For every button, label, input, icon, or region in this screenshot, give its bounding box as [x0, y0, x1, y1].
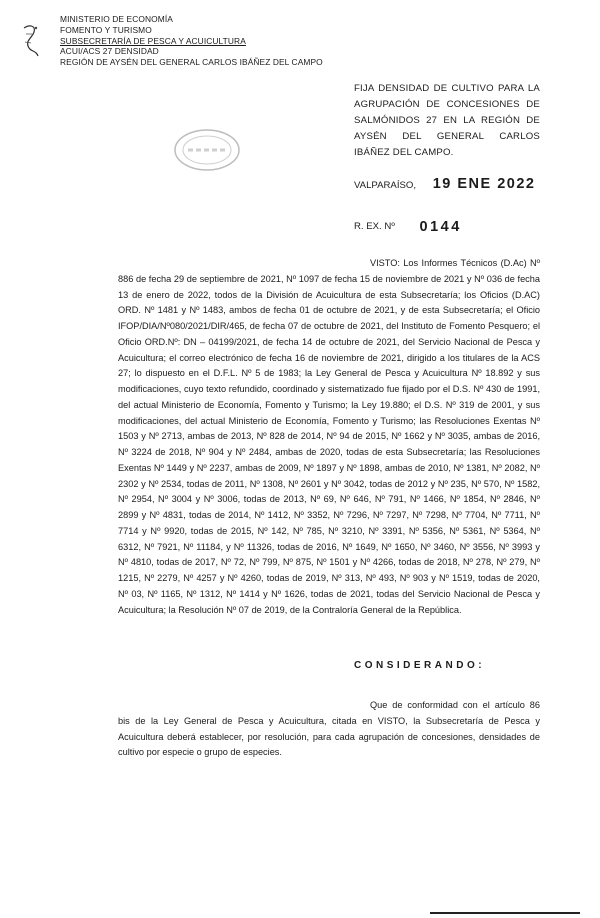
ministry-logo-icon	[20, 22, 46, 62]
resolution-number-line	[354, 219, 462, 235]
header-reference: ACUI/ACS 27 DENSIDAD	[60, 46, 159, 57]
header-subsecretaria: SUBSECRETARÍA DE PESCA Y ACUICULTURA	[60, 35, 246, 46]
rex-number: 0144	[419, 219, 462, 235]
rex-label: R. EX. Nº	[354, 221, 395, 232]
letterhead	[60, 14, 323, 68]
date-line	[354, 176, 535, 192]
visto-paragraph: VISTO: Los Informes Técnicos (D.Ac) Nº 886 de fecha 29 de septiembre de 2021, Nº 1097 de fecha 15 de noviembre de 2021 y Nº 036 de fecha 13 de enero de 2022, todos de la División de Acuicultura de esta Subsecretaría; los Oficios (D.AC) ORD. Nº 1481 y Nº 1483, ambos de fecha 01 de octubre de 2021, y de esta Subsecretaría; el Oficio IFOP/DIA/Nº080/2021/DIR/465, de fecha 07 de octubre de 2021, del Instituto de Fomento Pesquero; el Oficio ORD.Nº: DN – 04199/2021, de fecha 14 de octubre de 2021, del Servicio Nacional de Pesca y Acuicultura; el correo electrónico de fecha 16 de noviembre de 2021, dirigido a los titulares de la ACS 27; lo dispuesto en el D.F.L. Nº 5 de 1983; la Ley General de Pesca y Acuicultura Nº 18.892 y sus modificaciones, cuyo texto refundido, coordinado y sistematizado fue fijado por el D.S. Nº 430 de 1991, del actual Ministerio de Economía, Fomento y Turismo; la Ley 19.880; el D.S. Nº 319 de 2001, y sus modificaciones, del actual Ministerio de Economía, Fomento y Turismo; las Resoluciones Exentas Nº 1503 y Nº 2713, ambas de 2013, Nº 828 de 2014, Nº 94 de 2015, Nº 1662 y Nº 3035, ambas de 2016, Nº 3224 de 2018, Nº 904 y Nº 2484, ambas de 2020, todas de esta Subsecretaría; las Resoluciones Exentas Nº 1449 y Nº 2237, ambas de 2009, Nº 1897 y Nº 1898, ambas de 2010, Nº 1381, Nº 2082, Nº 2302 y Nº 2534, todas de 2011, Nº 1308, Nº 2601 y Nº 3042, todas de 2012 y Nº 235, Nº 570, Nº 1582, Nº 2954, Nº 3004 y Nº 3006, todas de 2013, Nº 69, Nº 646, Nº 791, Nº 1466, Nº 1854, Nº 2846, Nº 2899 y Nº 4831, todas de 2014, Nº 1412, Nº 3352, Nº 7296, Nº 7297, Nº 7298, Nº 7704, Nº 7711, Nº 7714 y Nº 9920, todas de 2015, Nº 142, Nº 785, Nº 3210, Nº 3391, Nº 5356, Nº 5361, Nº 5364, Nº 6312, Nº 7921, Nº 11184, y Nº 11326, todas de 2016, Nº 1649, Nº 1650, Nº 3460, Nº 3556, Nº 3993 y Nº 4810, todas de 2017, Nº 72, Nº 799, Nº 875, Nº 1501 y Nº 4266, todas de 2018, Nº 278, Nº 279, Nº 1215, Nº 2279, Nº 4257 y Nº 4260, todas de 2019, Nº 313, Nº 493, Nº 903 y Nº 1519, todas de 2020, Nº 03, Nº 1165, Nº 1312, Nº 1414 y Nº 1626, todas de 2021, todas del Servicio Nacional de Pesca y Acuicultura; la Resolución Nº 07 de 2019, de la Contraloría General de la República.	[118, 258, 540, 615]
date-value: 19 ENE 2022	[432, 176, 536, 192]
considerando-heading: CONSIDERANDO:	[354, 660, 486, 671]
document-subject: FIJA DENSIDAD DE CULTIVO PARA LA AGRUPACIÓN DE CONCESIONES DE SALMÓNIDOS 27 EN LA REGIÓN DE AYSÉN DEL GENERAL CARLOS IBÁÑEZ DEL CAMPO.	[354, 83, 540, 158]
date-label: VALPARAÍSO,	[354, 180, 417, 191]
header-ministry: MINISTERIO DE ECONOMÍA	[60, 14, 173, 24]
header-region: REGIÓN DE AYSÉN DEL GENERAL CARLOS IBÁÑEZ DEL CAMPO	[60, 57, 323, 68]
page-edge-mark	[430, 910, 580, 916]
considerando-paragraph-1: Que de conformidad con el artículo 86 bis de la Ley General de Pesca y Acuicultura, citada en VISTO, la Subsecretaría de Pesca y Acuicultura deberá establecer, por resolución, para cada agrupación de concesiones, densidades de cultivo por especie o grupo de especies.	[118, 700, 540, 758]
header-ministry-2: FOMENTO Y TURISMO	[60, 24, 152, 35]
official-stamp-icon	[172, 126, 242, 174]
